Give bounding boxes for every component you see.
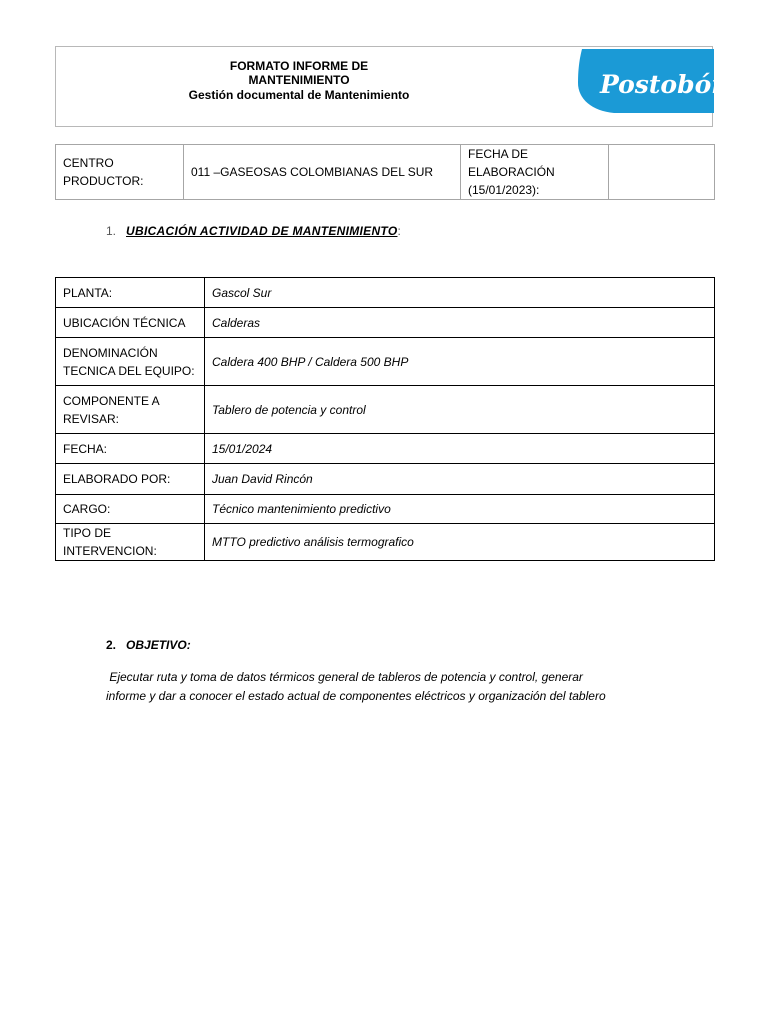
- document-title: FORMATO INFORME DE MANTENIMIENTO: [229, 59, 369, 87]
- denominacion-value: Caldera 400 BHP / Caldera 500 BHP: [205, 338, 715, 386]
- fecha-value: 15/01/2024: [205, 434, 715, 464]
- table-row: [56, 495, 715, 524]
- tipo-intervencion-value: MTTO predictivo análisis termografico: [205, 524, 715, 561]
- ubicacion-tecnica-label: UBICACIÓN TÉCNICA: [56, 308, 205, 338]
- table-row: [56, 338, 715, 386]
- centro-value: 011 –GASEOSAS COLOMBIANAS DEL SUR: [184, 145, 461, 200]
- elaborado-por-label: ELABORADO POR:: [56, 464, 205, 495]
- section-number: 2.: [106, 638, 117, 652]
- componente-value: Tablero de potencia y control: [205, 386, 715, 434]
- tipo-intervencion-label: TIPO DE INTERVENCION:: [56, 524, 205, 561]
- logo-wordmark: Postobón: [600, 70, 730, 99]
- planta-value: Gascol Sur: [205, 278, 715, 308]
- centro-label: CENTRO PRODUCTOR:: [56, 145, 184, 200]
- table-row: [56, 145, 715, 200]
- objective-line: Ejecutar ruta y toma de datos térmicos general de tableros de potencia y control, generar: [106, 670, 583, 684]
- fecha-label: FECHA:: [56, 434, 205, 464]
- postobon-logo: [574, 49, 730, 113]
- elaborado-por-value: Juan David Rincón: [205, 464, 715, 495]
- section-title: OBJETIVO:: [126, 638, 191, 652]
- planta-label: PLANTA:: [56, 278, 205, 308]
- table-row: [56, 434, 715, 464]
- ubicacion-tecnica-value: Calderas: [205, 308, 715, 338]
- info-table: [55, 144, 715, 200]
- componente-label: COMPONENTE A REVISAR:: [56, 386, 205, 434]
- table-row: [56, 278, 715, 308]
- denominacion-label: DENOMINACIÓN TECNICA DEL EQUIPO:: [56, 338, 205, 386]
- objective-text: [106, 668, 666, 706]
- fecha-elaboracion-value: [609, 145, 715, 200]
- table-row: [56, 524, 715, 561]
- document-header: [55, 46, 730, 127]
- ubicacion-table: [55, 277, 715, 561]
- table-row: [56, 464, 715, 495]
- objective-line: informe y dar a conocer el estado actual de componentes eléctricos y organización del tablero: [106, 689, 606, 703]
- section-heading-objetivo: [106, 638, 191, 652]
- cargo-label: CARGO:: [56, 495, 205, 524]
- table-row: [56, 308, 715, 338]
- table-row: [56, 386, 715, 434]
- section-heading-ubicacion: 1. UBICACIÓN ACTIVIDAD DE MANTENIMIENTO:: [106, 224, 401, 238]
- fecha-elaboracion-label: FECHA DE ELABORACIÓN (15/01/2023):: [461, 145, 609, 200]
- cargo-value: Técnico mantenimiento predictivo: [205, 495, 715, 524]
- document-subtitle: Gestión documental de Mantenimiento: [188, 88, 410, 102]
- section-number: 1.: [106, 224, 117, 238]
- section-title: UBICACIÓN ACTIVIDAD DE MANTENIMIENTO: [126, 224, 398, 238]
